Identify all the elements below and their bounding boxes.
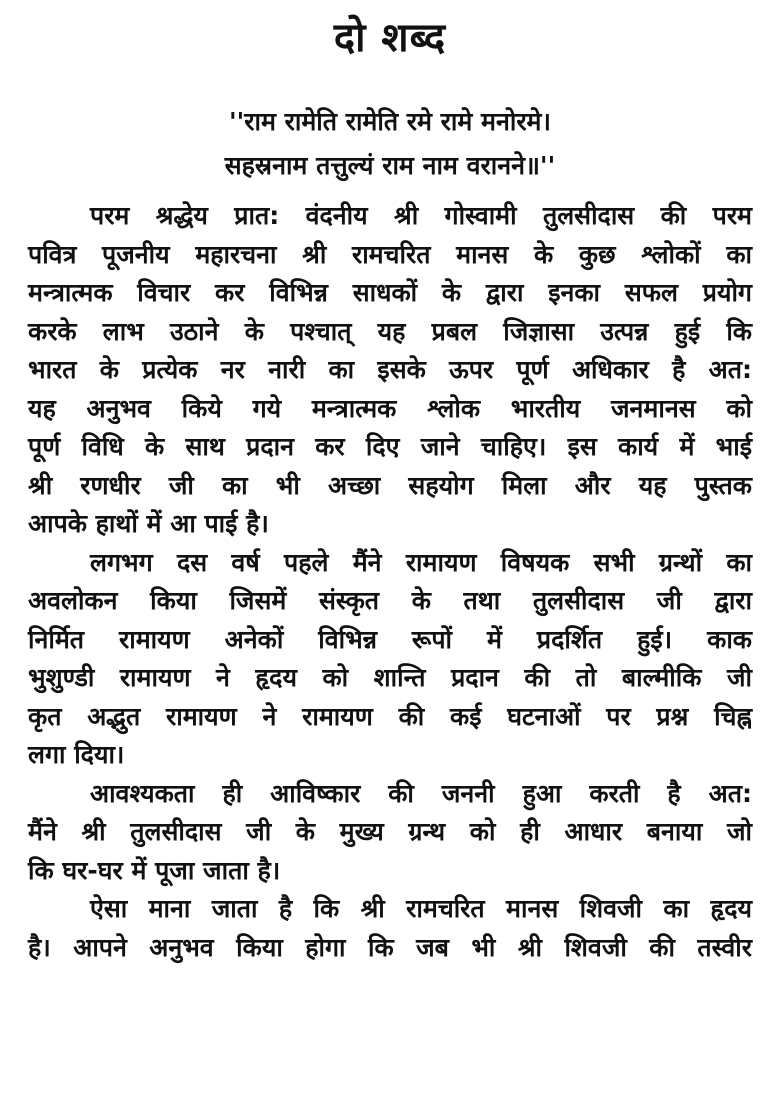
text-line: पूर्ण विधि के साथ प्रदान कर दिए जाने चाहिए। इस कार्य में भाई bbox=[28, 432, 752, 461]
text-line: ऐसा माना जाता है कि श्री रामचरित मानस शिवजी का हृदय bbox=[90, 894, 752, 923]
text-line: आपके हाथों में आ पाई है। bbox=[28, 509, 269, 538]
text-line: निर्मित रामायण अनेकों विभिन्न रूपों में प्रदर्शित हुई। काक bbox=[28, 625, 752, 654]
text-line: कि घर-घर में पूजा जाता है। bbox=[28, 856, 281, 885]
text-line: है। आपने अनुभव किया होगा कि जब भी श्री शिवजी की तस्वीर bbox=[28, 933, 752, 962]
verse-line-2: सहस्रनाम तत्तुल्यं राम नाम वरानने॥'' bbox=[224, 151, 556, 180]
text-line: कृत अद्भुत रामायण ने रामायण की कई घटनाओं पर प्रश्न चिह्न bbox=[28, 702, 752, 731]
verse-line-1: ''राम रामेति रामेति रमे रामे मनोरमे। bbox=[228, 107, 551, 136]
text-line: पवित्र पूजनीय महारचना श्री रामचरित मानस के कुछ श्लोकों का bbox=[28, 240, 752, 269]
text-line: श्री रणधीर जी का भी अच्छा सहयोग मिला और यह पुस्तक bbox=[28, 471, 752, 500]
text-line: भारत के प्रत्येक नर नारी का इसके ऊपर पूर्ण अधिकार है अत: bbox=[28, 355, 752, 384]
text-line: यह अनुभव किये गये मन्त्रात्मक श्लोक भारतीय जनमानस को bbox=[28, 394, 752, 423]
text-line: मन्त्रात्मक विचार कर विभिन्न साधकों के द्वारा इनका सफल प्रयोग bbox=[28, 278, 752, 307]
text-line: अवलोकन किया जिसमें संस्कृत के तथा तुलसीदास जी द्वारा bbox=[28, 586, 752, 615]
text-line: परम श्रद्धेय प्रात: वंदनीय श्री गोस्वामी तुलसीदास की परम bbox=[90, 201, 752, 230]
text-line: लगा दिया। bbox=[28, 740, 125, 769]
page-title: दो शब्द bbox=[333, 15, 447, 61]
text-line: आवश्यकता ही आविष्कार की जननी हुआ करती है अत: bbox=[90, 779, 752, 808]
text-line: मैंने श्री तुलसीदास जी के मुख्य ग्रन्थ को ही आधार बनाया जो bbox=[28, 817, 752, 846]
text-line: भुशुण्डी रामायण ने हृदय को शान्ति प्रदान की तो बाल्मीकि जी bbox=[28, 663, 752, 692]
text-line: लगभग दस वर्ष पहले मैंने रामायण विषयक सभी ग्रन्थों का bbox=[90, 548, 752, 577]
text-line: करके लाभ उठाने के पश्चात् यह प्रबल जिज्ञासा उत्पन्न हुई कि bbox=[28, 317, 752, 346]
